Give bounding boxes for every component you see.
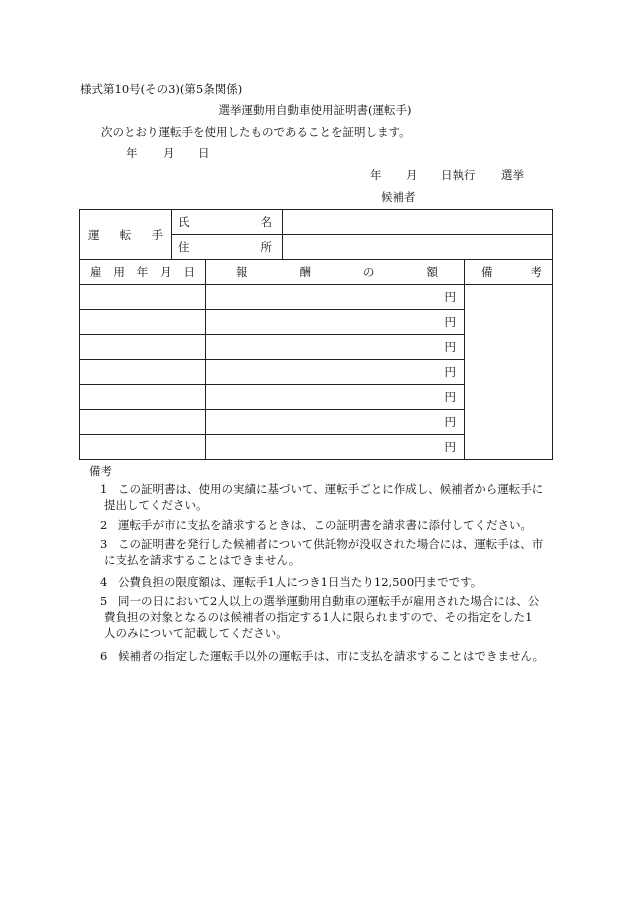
driver-name-row [80,210,553,235]
address-label-cell: 住 所 [172,235,283,260]
notes-heading: 備考 [89,464,112,478]
certification-statement: 次のとおり運転手を使用したものであることを証明します。 [101,125,411,139]
table-row [80,285,553,310]
driver-certificate-table [79,209,553,460]
employment-date-field[interactable] [80,385,206,410]
compensation-amount-header: 報 酬 の 額 [206,260,465,285]
remarks-field[interactable] [465,285,553,460]
note-item: 2 運転手が市に支払を請求するときは、この証明書を請求書に添付してください。 [100,518,532,532]
compensation-amount-field[interactable] [206,360,465,385]
yen-unit: 円 [444,290,456,304]
yen-unit: 円 [444,415,456,429]
compensation-amount-field[interactable] [206,435,465,460]
yen-unit: 円 [444,340,456,354]
yen-unit: 円 [444,390,456,404]
candidate-label: 候補者 [381,190,416,204]
date-month-label: 月 [163,146,175,160]
compensation-amount-field[interactable] [206,310,465,335]
election-month-label: 月 [406,168,418,182]
note-item: 6 候補者の指定した運転手以外の運転手は、市に支払を請求することはできません。 [100,649,545,663]
form-number: 様式第10号(その3)(第5条関係) [80,82,243,96]
note-item: 1 この証明書は、使用の実績に基づいて、運転手ごとに作成し、候補者から運転手に 提出してください。 [100,482,544,512]
note-item: 3 この証明書を発行した候補者について供託物が没収された場合には、運転手は、市 に支払を請求することはできません。 [100,537,544,567]
date-year-label: 年 [126,146,138,160]
compensation-amount-field[interactable] [206,285,465,310]
yen-unit: 円 [444,315,456,329]
yen-unit: 円 [444,365,456,379]
compensation-amount-field[interactable] [206,410,465,435]
yen-unit: 円 [444,440,456,454]
election-label: 選挙 [501,168,524,182]
date-day-label: 日 [198,146,210,160]
driver-label-cell: 運 転 手 [80,210,172,260]
name-label-cell: 氏 名 [172,210,283,235]
column-header-row [80,260,553,285]
compensation-amount-field[interactable] [206,385,465,410]
compensation-amount-field[interactable] [206,335,465,360]
remarks-header: 備 考 [465,260,553,285]
employment-date-field[interactable] [80,435,206,460]
name-field[interactable] [283,210,553,235]
address-field[interactable] [283,235,553,260]
employment-date-header: 雇 用 年 月 日 [80,260,206,285]
note-item: 5 同一の日において2人以上の選挙運動用自動車の運転手が雇用された場合には、公 費負担の対象となるのは候補者の指定する1人に限られますので、その指定をした1 人のみについて記載してください。 [100,594,540,640]
note-item: 4 公費負担の限度額は、運転手1人につき1日当たり12,500円までです。 [100,575,483,589]
election-day-exec-label: 日執行 [441,168,476,182]
election-year-label: 年 [370,168,382,182]
employment-date-field[interactable] [80,285,206,310]
employment-date-field[interactable] [80,310,206,335]
employment-date-field[interactable] [80,335,206,360]
employment-date-field[interactable] [80,410,206,435]
employment-date-field[interactable] [80,360,206,385]
document-title: 選挙運動用自動車使用証明書(運転手) [218,103,412,117]
